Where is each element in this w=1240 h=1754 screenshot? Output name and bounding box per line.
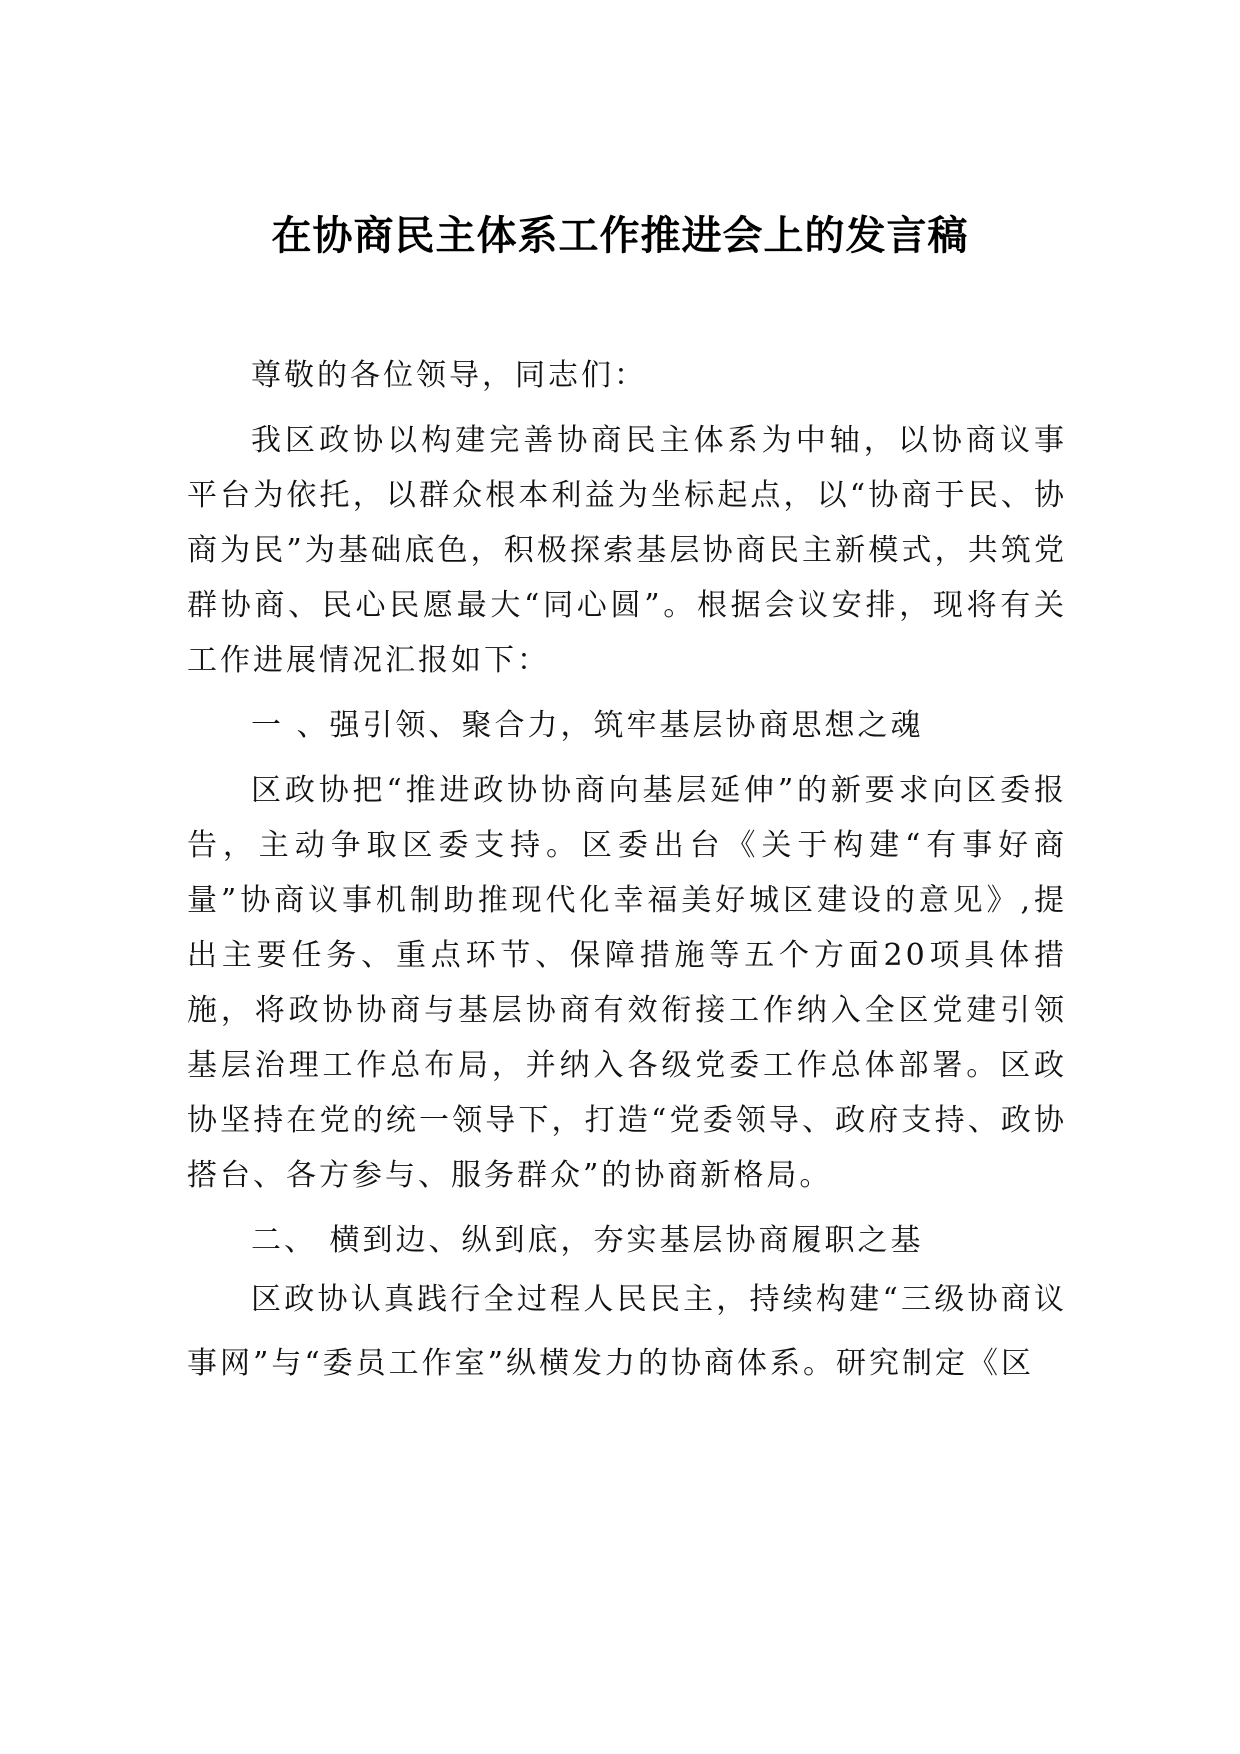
paragraph-intro: 我区政协以构建完善协商民主体系为中轴，以协商议事平台为依托，以群众根本利益为坐标起点，以“协商于民、协商为民”为基础底色，积极探索基层协商民主新模式，共筑党群协商、民心民愿最大“同心圆”。根据会议安排，现将有关工作进展情况汇报如下： [187, 423, 1067, 678]
section-heading-2: 二、 横到边、纵到底，夯实基层协商履职之基 [251, 1223, 924, 1258]
salutation: 尊敬的各位领导，同志们： [251, 358, 647, 393]
document-body [187, 348, 1067, 1396]
document-title: 在协商民主体系工作推进会上的发言稿 [271, 213, 969, 259]
section-heading-1: 一 、强引领、聚合力，筑牢基层协商思想之魂 [251, 708, 924, 743]
paragraph-section-2: 区政协认真践行全过程人民民主，持续构建“三级协商议事网”与“委员工作室”纵横发力的协商体系。研究制定《区 [187, 1282, 1067, 1381]
paragraph-section-1: 区政协把“推进政协协商向基层延伸”的新要求向区委报告，主动争取区委支持。区委出台《关于构建“有事好商量”协商议事机制助推现代化幸福美好城区建设的意见》,提出主要任务、重点环节、保障措施等五个方面20项具体措施，将政协协商与基层协商有效衔接工作纳入全区党建引领基层治理工作总布局，并纳入各级党委工作总体部署。区政协坚持在党的统一领导下，打造“党委领导、政府支持、政协搭台、各方参与、服务群众”的协商新格局。 [187, 773, 1067, 1193]
